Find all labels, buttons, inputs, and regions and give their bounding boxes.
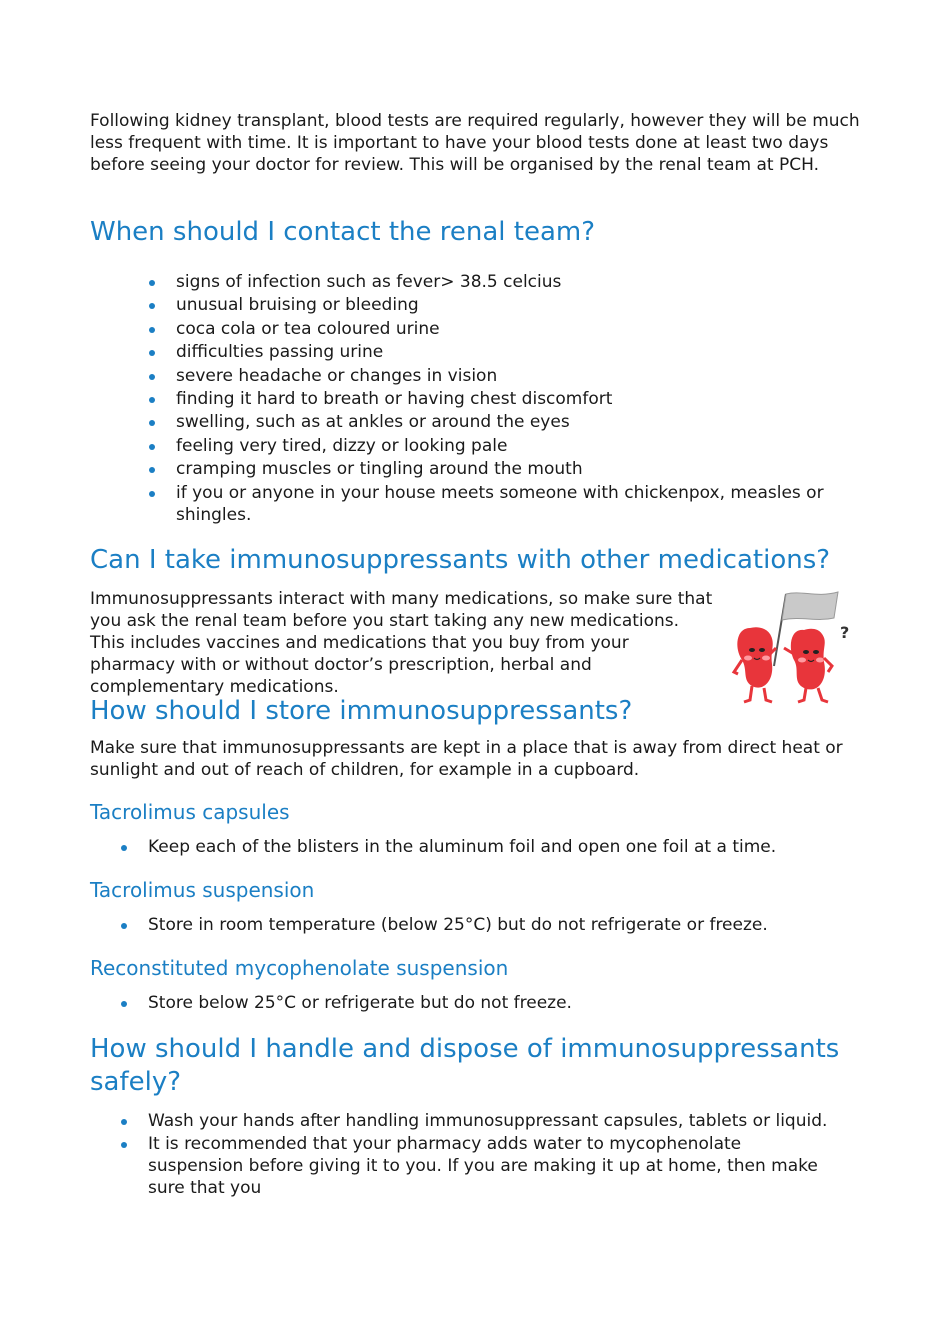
subsection-title: Tacrolimus capsules xyxy=(90,800,290,824)
bullet-dot-icon xyxy=(149,444,155,450)
medications-paragraph: Immunosuppressants interact with many medications, so make sure that you ask the renal team before you start taking any new medications. This includes vaccines and medications that you buy from your pharmacy with or without doctor’s prescription, herbal and complementary medications. xyxy=(90,589,713,697)
contact-list xyxy=(90,271,860,526)
storage-section-title: How should I store immunosuppressants? xyxy=(90,696,633,726)
bullet-dot-icon xyxy=(121,1001,127,1007)
bullet-dot-icon xyxy=(121,845,127,851)
list-item: coca cola or tea coloured urine xyxy=(90,318,860,340)
contact-list-block xyxy=(90,271,860,527)
disposal-list-block xyxy=(90,1110,860,1201)
subsection-list-block xyxy=(90,836,860,859)
disposal-section-title: How should I handle and dispose of immunosuppressants safely? xyxy=(90,1034,840,1097)
bullet-dot-icon xyxy=(149,327,155,333)
bullet-dot-icon xyxy=(149,350,155,356)
storage-section xyxy=(90,695,860,728)
subsection-list xyxy=(90,992,860,1014)
bullet-dot-icon xyxy=(149,303,155,309)
list-item: signs of infection such as fever> 38.5 celcius xyxy=(90,271,860,293)
subsection-list xyxy=(90,914,860,936)
intro-paragraph: Following kidney transplant, blood tests are required regularly, however they will be much less frequent with time. It is important to have your blood tests done at least two days before seeing your doctor for review. This will be organised by the renal team at PCH. xyxy=(90,111,860,175)
disposal-list xyxy=(90,1110,860,1199)
list-item: Store in room temperature (below 25°C) but do not refrigerate or freeze. xyxy=(90,914,860,936)
storage-paragraph-block xyxy=(90,737,860,781)
list-item: Keep each of the blisters in the aluminum foil and open one foil at a time. xyxy=(90,836,860,858)
medications-paragraph-block xyxy=(90,588,715,698)
list-item: It is recommended that your pharmacy adds water to mycophenolate suspension before giving it to you. If you are making it up at home, then make sure that you xyxy=(90,1133,860,1199)
bullet-dot-icon xyxy=(121,923,127,929)
list-item: if you or anyone in your house meets someone with chickenpox, measles or shingles. xyxy=(90,482,860,526)
bullet-dot-icon xyxy=(149,420,155,426)
contact-section-title: When should I contact the renal team? xyxy=(90,217,596,247)
kidney-characters-flag-icon xyxy=(730,588,858,706)
subsection-list xyxy=(90,836,860,858)
list-item: finding it hard to breath or having chest discomfort xyxy=(90,388,860,410)
subsection-title: Tacrolimus suspension xyxy=(90,878,315,902)
disposal-section xyxy=(90,1033,850,1099)
question-mark: ? xyxy=(840,623,850,642)
subsection-mycophenolate xyxy=(90,955,860,981)
list-item: unusual bruising or bleeding xyxy=(90,294,860,316)
list-item: difficulties passing urine xyxy=(90,341,860,363)
subsection-list-block xyxy=(90,914,860,937)
list-item: cramping muscles or tingling around the mouth xyxy=(90,458,860,480)
bullet-dot-icon xyxy=(149,467,155,473)
list-item: Wash your hands after handling immunosuppressant capsules, tablets or liquid. xyxy=(90,1110,860,1132)
list-item: feeling very tired, dizzy or looking pale xyxy=(90,435,860,457)
subsection-title: Reconstituted mycophenolate suspension xyxy=(90,956,509,980)
bullet-dot-icon xyxy=(149,397,155,403)
list-item: swelling, such as at ankles or around the eyes xyxy=(90,411,860,433)
bullet-dot-icon xyxy=(149,491,155,497)
kidney-characters-illustration xyxy=(730,588,858,706)
list-item: Store below 25°C or refrigerate but do not freeze. xyxy=(90,992,860,1014)
bullet-dot-icon xyxy=(149,374,155,380)
bullet-dot-icon xyxy=(121,1119,127,1125)
medications-section-title: Can I take immunosuppressants with other medications? xyxy=(90,545,831,575)
list-item: severe headache or changes in vision xyxy=(90,365,860,387)
subsection-tacrolimus-capsules xyxy=(90,799,860,825)
bullet-dot-icon xyxy=(149,280,155,286)
subsection-list-block xyxy=(90,992,860,1015)
intro-block xyxy=(90,110,860,176)
bullet-dot-icon xyxy=(121,1142,127,1148)
subsection-tacrolimus-suspension xyxy=(90,877,860,903)
storage-paragraph: Make sure that immunosuppressants are kept in a place that is away from direct heat or sunlight and out of reach of children, for example in a cupboard. xyxy=(90,738,843,780)
medications-section xyxy=(90,544,860,577)
contact-section xyxy=(90,216,860,249)
